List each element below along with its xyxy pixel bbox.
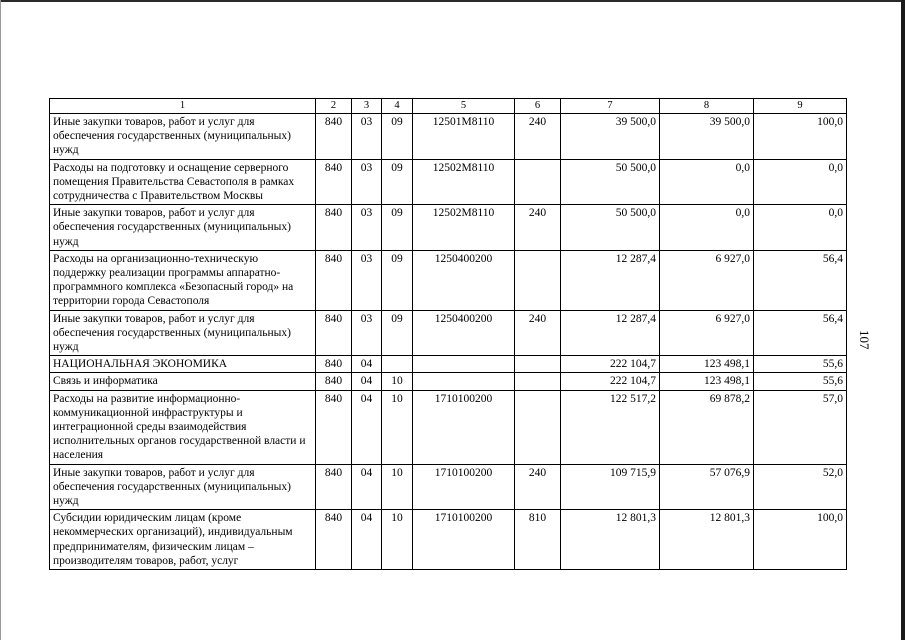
column-header: 7 [561, 99, 660, 114]
ministry-code-cell: 840 [316, 464, 352, 510]
percent-cell: 0,0 [754, 205, 847, 251]
column-header: 2 [316, 99, 352, 114]
actual-amount-cell: 0,0 [660, 205, 754, 251]
expense-type-cell [515, 250, 561, 310]
plan-amount-cell: 12 287,4 [561, 310, 660, 356]
expense-name-cell: НАЦИОНАЛЬНАЯ ЭКОНОМИКА [50, 356, 316, 373]
plan-amount-cell: 122 517,2 [561, 390, 660, 464]
ministry-code-cell: 840 [316, 310, 352, 356]
table-row [50, 310, 847, 356]
table-header-row [50, 99, 847, 114]
subsection-cell: 09 [382, 114, 413, 160]
actual-amount-cell: 123 498,1 [660, 373, 754, 390]
expense-name-cell: Расходы на организационно-техническую поддержку реализации программы аппаратно-программного комплекса «Безопасный город» на территории города Севастополя [50, 250, 316, 310]
subsection-cell: 09 [382, 250, 413, 310]
plan-amount-cell: 222 104,7 [561, 356, 660, 373]
section-cell: 04 [352, 510, 382, 570]
expense-type-cell: 240 [515, 114, 561, 160]
table-row [50, 373, 847, 390]
actual-amount-cell: 123 498,1 [660, 356, 754, 373]
actual-amount-cell: 6 927,0 [660, 310, 754, 356]
table-row [50, 510, 847, 570]
subsection-cell: 10 [382, 390, 413, 464]
expense-type-cell: 240 [515, 310, 561, 356]
ministry-code-cell: 840 [316, 510, 352, 570]
target-article-cell [413, 373, 515, 390]
scan-edge-left [0, 0, 1, 640]
ministry-code-cell: 840 [316, 390, 352, 464]
ministry-code-cell: 840 [316, 373, 352, 390]
plan-amount-cell: 12 801,3 [561, 510, 660, 570]
target-article-cell: 1250400200 [413, 250, 515, 310]
plan-amount-cell: 50 500,0 [561, 159, 660, 205]
expense-name-cell: Иные закупки товаров, работ и услуг для обеспечения государственных (муниципальных) нужд [50, 310, 316, 356]
budget-table [49, 98, 847, 570]
section-cell: 04 [352, 373, 382, 390]
section-cell: 03 [352, 114, 382, 160]
column-header: 4 [382, 99, 413, 114]
subsection-cell: 09 [382, 159, 413, 205]
ministry-code-cell: 840 [316, 114, 352, 160]
expense-name-cell: Иные закупки товаров, работ и услуг для обеспечения государственных (муниципальных) нужд [50, 464, 316, 510]
section-cell: 04 [352, 356, 382, 373]
subsection-cell [382, 356, 413, 373]
table-row [50, 356, 847, 373]
scan-edge-right [901, 0, 905, 640]
target-article-cell [413, 356, 515, 373]
column-header: 5 [413, 99, 515, 114]
section-cell: 03 [352, 159, 382, 205]
column-header: 9 [754, 99, 847, 114]
percent-cell: 100,0 [754, 114, 847, 160]
target-article-cell: 12502M8110 [413, 159, 515, 205]
subsection-cell: 10 [382, 510, 413, 570]
expense-type-cell: 810 [515, 510, 561, 570]
ministry-code-cell: 840 [316, 356, 352, 373]
expense-name-cell: Иные закупки товаров, работ и услуг для обеспечения государственных (муниципальных) нужд [50, 114, 316, 160]
subsection-cell: 09 [382, 310, 413, 356]
ministry-code-cell: 840 [316, 205, 352, 251]
expense-name-cell: Субсидии юридическим лицам (кроме некоммерческих организаций), индивидуальным предпринимателям, физическим лицам – производителям товаров, работ, услуг [50, 510, 316, 570]
expense-name-cell: Расходы на подготовку и оснащение серверного помещения Правительства Севастополя в рамках сотрудничества с Правительством Москвы [50, 159, 316, 205]
expense-name-cell: Иные закупки товаров, работ и услуг для обеспечения государственных (муниципальных) нужд [50, 205, 316, 251]
expense-type-cell [515, 373, 561, 390]
actual-amount-cell: 57 076,9 [660, 464, 754, 510]
section-cell: 03 [352, 250, 382, 310]
section-cell: 04 [352, 390, 382, 464]
expense-type-cell [515, 390, 561, 464]
plan-amount-cell: 12 287,4 [561, 250, 660, 310]
expense-type-cell [515, 356, 561, 373]
percent-cell: 52,0 [754, 464, 847, 510]
actual-amount-cell: 39 500,0 [660, 114, 754, 160]
percent-cell: 55,6 [754, 373, 847, 390]
subsection-cell: 10 [382, 464, 413, 510]
target-article-cell: 1710100200 [413, 390, 515, 464]
table-row [50, 159, 847, 205]
target-article-cell: 1710100200 [413, 510, 515, 570]
section-cell: 03 [352, 205, 382, 251]
column-header: 1 [50, 99, 316, 114]
table-row [50, 250, 847, 310]
plan-amount-cell: 109 715,9 [561, 464, 660, 510]
table-row [50, 114, 847, 160]
plan-amount-cell: 50 500,0 [561, 205, 660, 251]
subsection-cell: 10 [382, 373, 413, 390]
plan-amount-cell: 222 104,7 [561, 373, 660, 390]
table-row [50, 205, 847, 251]
section-cell: 03 [352, 310, 382, 356]
percent-cell: 56,4 [754, 310, 847, 356]
target-article-cell: 12502M8110 [413, 205, 515, 251]
percent-cell: 55,6 [754, 356, 847, 373]
subsection-cell: 09 [382, 205, 413, 251]
column-header: 8 [660, 99, 754, 114]
target-article-cell: 12501M8110 [413, 114, 515, 160]
percent-cell: 0,0 [754, 159, 847, 205]
expense-type-cell: 240 [515, 205, 561, 251]
expense-type-cell: 240 [515, 464, 561, 510]
ministry-code-cell: 840 [316, 250, 352, 310]
expense-name-cell: Связь и информатика [50, 373, 316, 390]
target-article-cell: 1250400200 [413, 310, 515, 356]
actual-amount-cell: 69 878,2 [660, 390, 754, 464]
expense-type-cell [515, 159, 561, 205]
expense-name-cell: Расходы на развитие информационно-коммуникационной инфраструктуры и интеграционной среды взаимодействия исполнительных органов государственной власти и населения [50, 390, 316, 464]
table-row [50, 464, 847, 510]
percent-cell: 57,0 [754, 390, 847, 464]
table-row [50, 390, 847, 464]
actual-amount-cell: 6 927,0 [660, 250, 754, 310]
scan-edge-top [0, 0, 905, 2]
actual-amount-cell: 0,0 [660, 159, 754, 205]
target-article-cell: 1710100200 [413, 464, 515, 510]
actual-amount-cell: 12 801,3 [660, 510, 754, 570]
section-cell: 04 [352, 464, 382, 510]
ministry-code-cell: 840 [316, 159, 352, 205]
percent-cell: 100,0 [754, 510, 847, 570]
column-header: 6 [515, 99, 561, 114]
plan-amount-cell: 39 500,0 [561, 114, 660, 160]
page-number: 107 [857, 330, 872, 350]
percent-cell: 56,4 [754, 250, 847, 310]
column-header: 3 [352, 99, 382, 114]
